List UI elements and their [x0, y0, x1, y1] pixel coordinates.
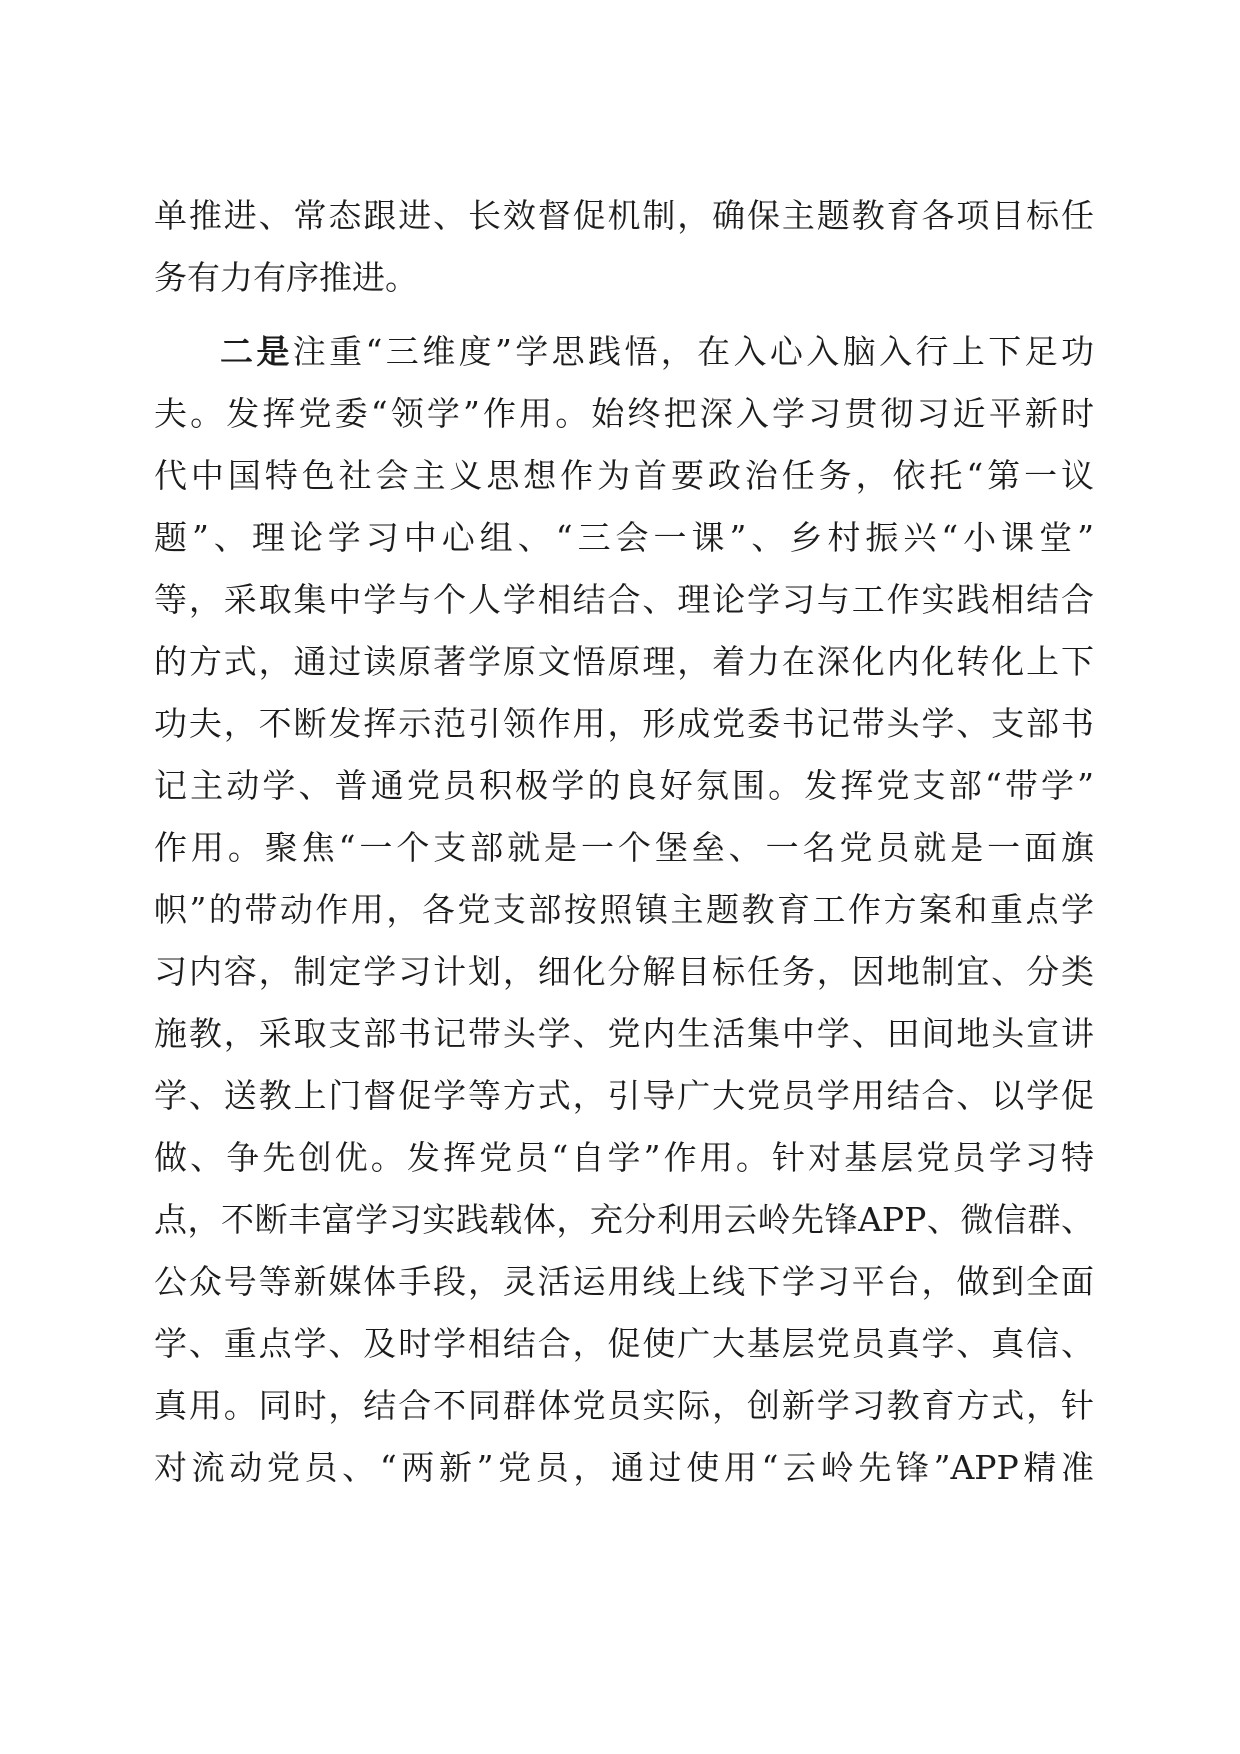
lead-bold-text: 二是	[220, 332, 293, 371]
text-line: 功夫，不断发挥示范引领作用，形成党委书记带头学、支部书	[154, 704, 1094, 743]
text-line: 代中国特色社会主义思想作为首要政治任务，依托“第一议	[154, 456, 1094, 495]
text-line: 点，不断丰富学习实践载体，充分利用云岭先锋APP、微信群、	[154, 1200, 1094, 1239]
text-line: 做、争先创优。发挥党员“自学”作用。针对基层党员学习特	[154, 1138, 1094, 1177]
text-line: 帜”的带动作用，各党支部按照镇主题教育工作方案和重点学	[154, 890, 1094, 929]
text-line-lead	[154, 321, 1094, 383]
text-line: 夫。发挥党委“领学”作用。始终把深入学习贯彻习近平新时	[154, 394, 1094, 433]
text-line: 题”、理论学习中心组、“三会一课”、乡村振兴“小课堂”	[154, 518, 1094, 557]
text-line: 记主动学、普通党员积极学的良好氛围。发挥党支部“带学”	[154, 766, 1094, 805]
text-line: 施教，采取支部书记带头学、党内生活集中学、田间地头宣讲	[154, 1014, 1094, 1053]
paragraph-gap	[154, 309, 1094, 321]
text-line: 作用。聚焦“一个支部就是一个堡垒、一名党员就是一面旗	[154, 828, 1094, 867]
text-line: 习内容，制定学习计划，细化分解目标任务，因地制宜、分类	[154, 952, 1094, 991]
text-line: 的方式，通过读原著学原文悟原理，着力在深化内化转化上下	[154, 642, 1094, 681]
paragraph-2	[154, 321, 1094, 1499]
text-line: 公众号等新媒体手段，灵活运用线上线下学习平台，做到全面	[154, 1262, 1094, 1301]
text-line: 单推进、常态跟进、长效督促机制，确保主题教育各项目标任	[154, 196, 1094, 235]
text-line: 对流动党员、“两新”党员，通过使用“云岭先锋”APP精准	[154, 1448, 1094, 1487]
text-line: 学、送教上门督促学等方式，引导广大党员学用结合、以学促	[154, 1076, 1094, 1115]
paragraph-1	[154, 185, 1094, 309]
text-line: 等，采取集中学与个人学相结合、理论学习与工作实践相结合	[154, 580, 1094, 619]
document-body	[154, 185, 1094, 1499]
text-line: 务有力有序推进。	[154, 258, 418, 297]
text-line: 学、重点学、及时学相结合，促使广大基层党员真学、真信、	[154, 1324, 1094, 1363]
lead-text: 注重“三维度”学思践悟，在入心入脑入行上下足功	[292, 332, 1095, 371]
text-line: 真用。同时，结合不同群体党员实际，创新学习教育方式，针	[154, 1386, 1094, 1425]
